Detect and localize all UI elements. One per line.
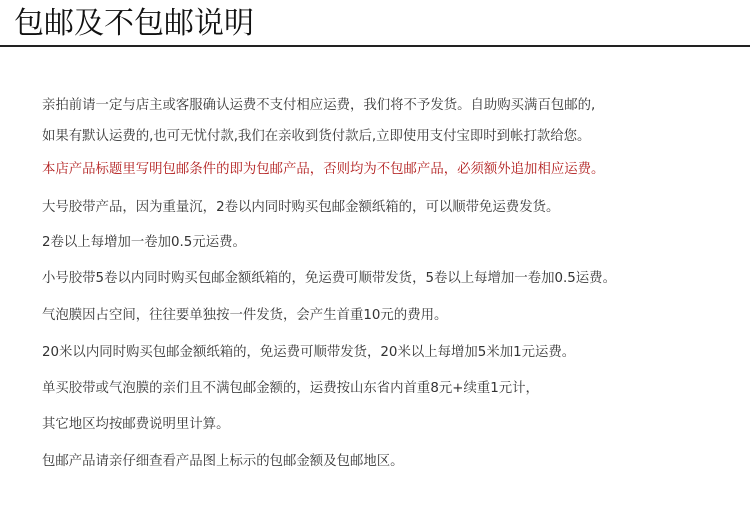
policy-line-single-purchase: 单买胶带或气泡膜的亲们且不满包邮金额的，运费按山东省内首重8元+续重1元计， bbox=[42, 381, 539, 396]
policy-line-default-shipping: 如果有默认运费的,也可无忧付款,我们在亲收到货付款后,立即使用支付宝即时到帐打款给您。 bbox=[42, 129, 591, 144]
policy-line-large-tape: 大号胶带产品，因为重量沉，2卷以内同时购买包邮金额纸箱的，可以顺带免运费发货。 bbox=[42, 200, 560, 215]
policy-line-small-tape: 小号胶带5卷以内同时购买包邮金额纸箱的，免运费可顺带发货，5卷以上每增加一卷加0.5运费。 bbox=[42, 271, 616, 286]
page-header bbox=[0, 0, 750, 48]
policy-line-large-tape-extra: 2卷以上每增加一卷加0.5元运费。 bbox=[42, 235, 246, 250]
policy-line-other-regions: 其它地区均按邮费说明里计算。 bbox=[42, 417, 230, 432]
policy-line-confirm-shipping: 亲拍前请一定与店主或客服确认运费不支付相应运费，我们将不予发货。自助购买满百包邮的, bbox=[42, 98, 596, 113]
policy-line-bubble-wrap-length: 20米以内同时购买包邮金额纸箱的，免运费可顺带发货，20米以上每增加5米加1元运费。 bbox=[42, 345, 576, 360]
policy-line-check-product-image: 包邮产品请亲仔细查看产品图上标示的包邮金额及包邮地区。 bbox=[42, 454, 404, 469]
title-divider bbox=[0, 45, 750, 47]
page-title: 包邮及不包邮说明 bbox=[14, 6, 254, 41]
policy-line-bubble-wrap: 气泡膜因占空间，往往要单独按一件发货，会产生首重10元的费用。 bbox=[42, 308, 448, 323]
policy-line-free-shipping-notice: 本店产品标题里写明包邮条件的即为包邮产品，否则均为不包邮产品，必须额外追加相应运费。 bbox=[42, 162, 605, 177]
